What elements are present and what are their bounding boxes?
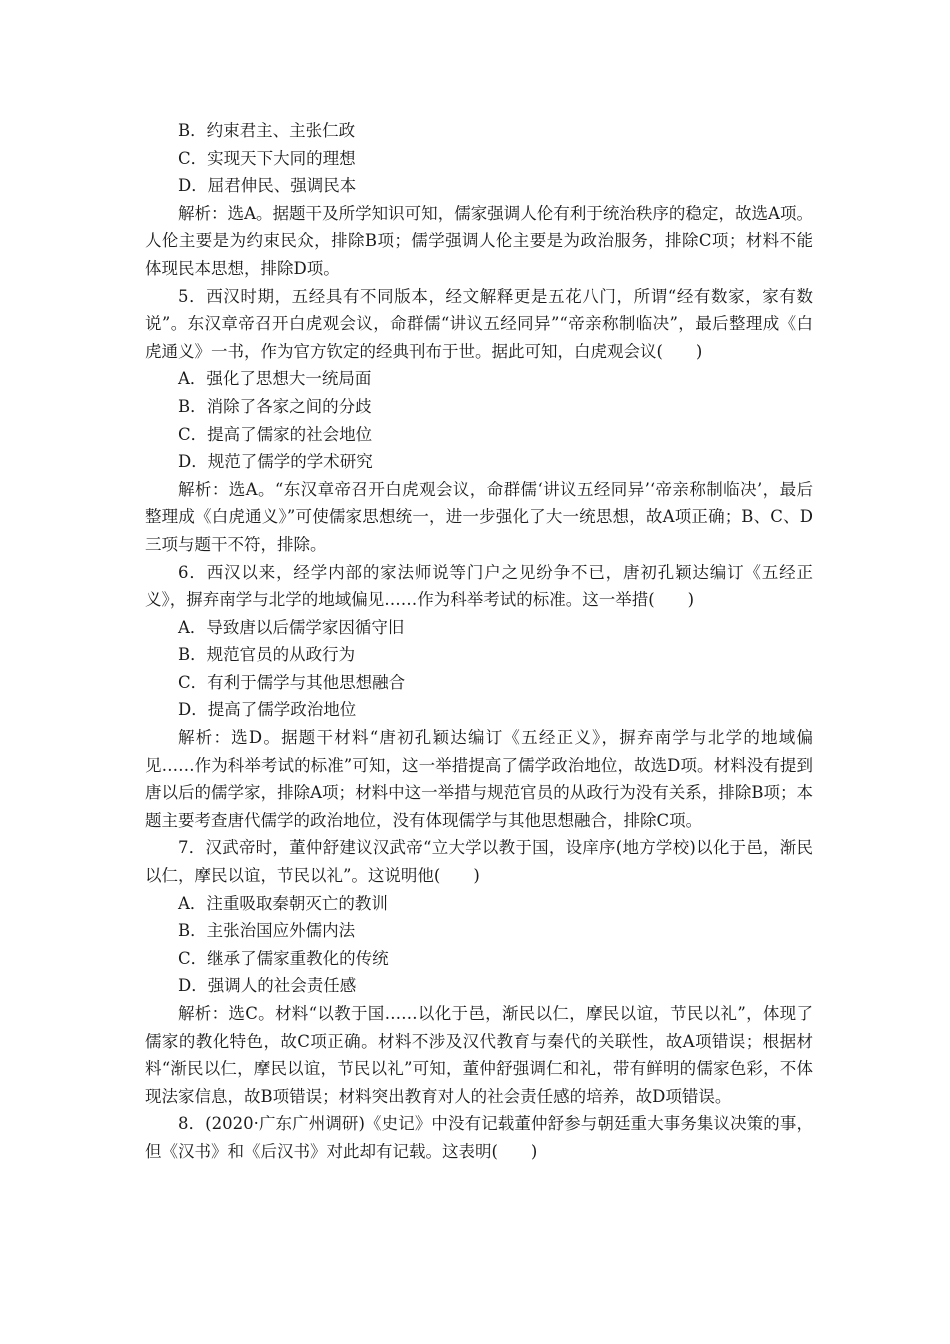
q7-option-a: A．注重吸取秦朝灭亡的教训: [178, 893, 388, 913]
explanation-q5: 解析：选A。“东汉章帝召开白虎观会议，命群儒‘讲议五经同异’‘帝亲称制临决’，最后整理成《白虎通义》”可使儒家思想统一，进一步强化了大一统思想，故A项正确；B、C、D三项与题干不符，排除。: [145, 479, 813, 554]
q6-option-b: B．规范官员的从政行为: [178, 645, 356, 665]
explanation-q4: 解析：选A。据题干及所学知识可知，儒家强调人伦有利于统治秩序的稳定，故选A项。人伦主要是为约束民众，排除B项；儒学强调人伦主要是为政治服务，排除C项；材料不能体现民本思想，排除D项。: [145, 203, 813, 278]
option-b: B．约束君主、主张仁政: [178, 121, 356, 140]
question-7: 7．汉武帝时，董仲舒建议汉武帝“立大学以教于国，设庠序(地方学校)以化于邑，渐民以仁，摩民以谊，节民以礼”。这说明他( ): [145, 838, 813, 886]
q7-option-c: C．继承了儒家重教化的传统: [178, 948, 389, 968]
question-8: 8．(2020·广东广州调研)《史记》中没有记载董仲舒参与朝廷重大事务集议决策的事，但《汉书》和《后汉书》对此却有记载。这表明( ): [145, 1114, 813, 1161]
question-6: 6．西汉以来，经学内部的家法师说等门户之见纷争不已，唐初孔颖达编订《五经正义》，摒弃南学与北学的地域偏见……作为科举考试的标准。这一举措( ): [145, 562, 813, 610]
q6-option-d: D．提高了儒学政治地位: [178, 700, 357, 720]
q5-option-a: A．强化了思想大一统局面: [178, 369, 372, 389]
explanation-q6: 解析：选D。据题干材料“唐初孔颖达编订《五经正义》，摒弃南学与北学的地域偏见……作为科举考试的标准”可知，这一举措提高了儒学政治地位，故选D项。材料没有提到唐以后的儒学家，排除A项；材料中这一举措与规范官员的从政行为没有关系，排除B项；本题主要考查唐代儒学的政治地位，没有体现儒学与其他思想融合，排除C项。: [145, 728, 813, 830]
option-d: D．屈君伸民、强调民本: [178, 176, 357, 196]
explanation-q7: 解析：选C。材料“以教于国……以化于邑，渐民以仁，摩民以谊，节民以礼”，体现了儒家的教化特色，故C项正确。材料不涉及汉代教育与秦代的关联性，故A项错误；根据材料“渐民以仁，摩民以谊，节民以礼”可知，董仲舒强调仁和礼，带有鲜明的儒家色彩，不体现法家信息，故B项错误；材料突出教育对人的社会责任感的培养，故D项错误。: [145, 1004, 813, 1106]
option-c: C．实现天下大同的理想: [178, 148, 356, 168]
q7-option-d: D．强调人的社会责任感: [178, 976, 357, 996]
q6-option-c: C．有利于儒学与其他思想融合: [178, 672, 406, 692]
q6-option-a: A．导致唐以后儒学家因循守旧: [178, 617, 405, 637]
q7-option-b: B．主张治国应外儒内法: [178, 921, 356, 941]
q5-option-b: B．消除了各家之间的分歧: [178, 396, 372, 416]
document-page: [145, 117, 813, 1166]
q5-option-d: D．规范了儒学的学术研究: [178, 452, 373, 472]
q5-option-c: C．提高了儒家的社会地位: [178, 424, 373, 444]
question-5: 5．西汉时期，五经具有不同版本，经文解释更是五花八门，所谓“经有数家，家有数说”。东汉章帝召开白虎观会议，命群儒“讲议五经同异”“帝亲称制临决”，最后整理成《白虎通义》一书，作为官方钦定的经典刊布于世。据此可知，白虎观会议( ): [145, 286, 813, 361]
